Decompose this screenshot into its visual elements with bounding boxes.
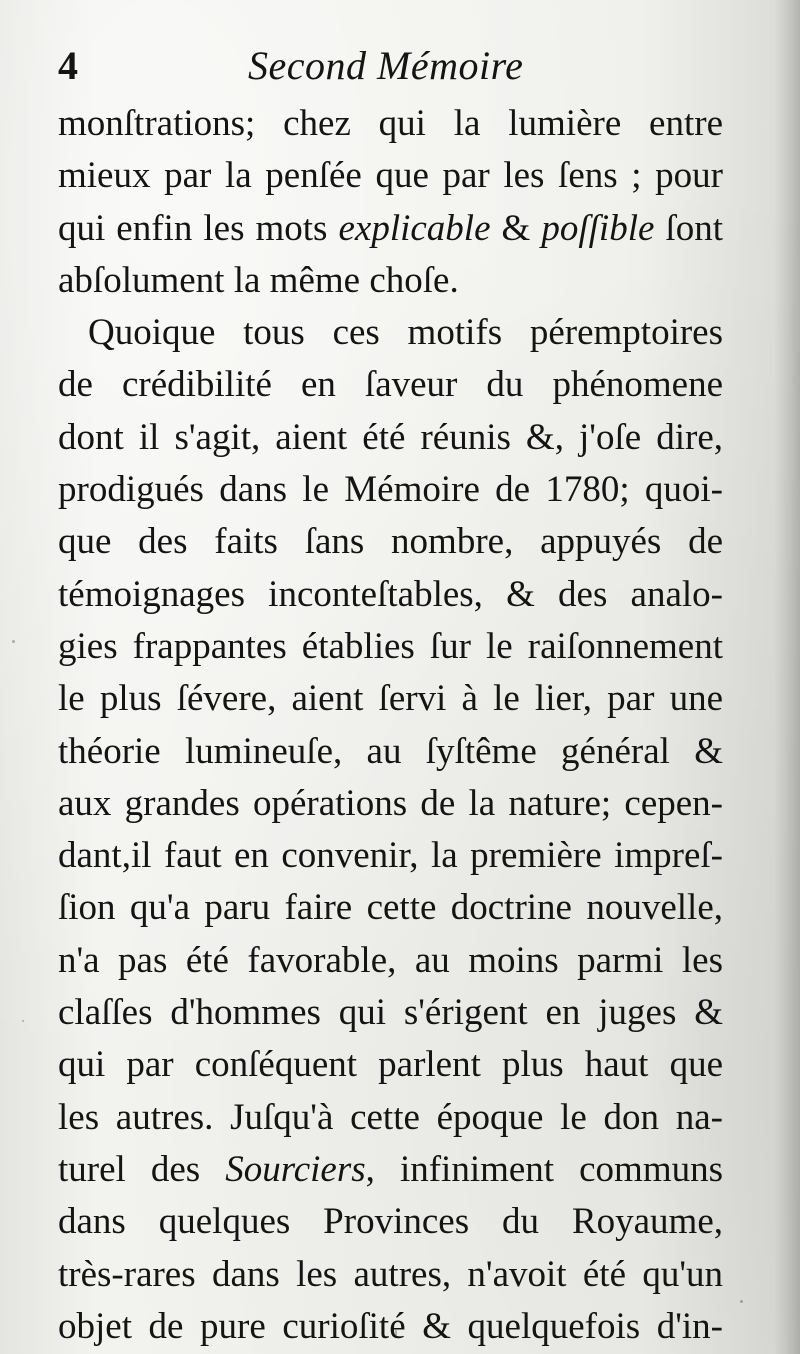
text-line: dant,il faut en convenir, la première impreſ- (58, 835, 723, 877)
text-line (58, 1144, 723, 1196)
text-line (58, 203, 723, 255)
text-line: dans quelques Provinces du Royaume, (58, 1201, 723, 1243)
page-edge-shadow (774, 0, 800, 1354)
text-line: dont il s'agit, aient été réunis &, j'oſe dire, (58, 416, 723, 458)
body-text (58, 98, 723, 1353)
text-line: objet de pure curioſité & quelquefois d'in- (58, 1305, 723, 1347)
text-line: qui par conſéquent parlent plus haut que (58, 1044, 723, 1086)
text-segment: qui enfin les mots (58, 207, 339, 249)
text-segment: ſont (654, 207, 723, 249)
text-line: claſſes d'hommes qui s'érigent en juges & (58, 992, 723, 1034)
italic-word: poſſible (541, 207, 655, 249)
ink-speck (740, 1300, 743, 1303)
running-head (58, 36, 728, 96)
page-number: 4 (58, 43, 78, 88)
text-line: gies frappantes établies ſur le raiſonnement (58, 625, 723, 667)
ink-speck (12, 640, 15, 643)
text-segment: & (490, 207, 542, 249)
text-line: théorie lumineuſe, au ſyſtême général & (58, 730, 723, 772)
text-segment: turel des (58, 1148, 226, 1190)
text-line: prodigués dans le Mémoire de 1780; quoi- (58, 469, 723, 511)
text-line: monſtrations; chez qui la lumière entre (58, 103, 723, 144)
text-line: aux grandes opérations de la nature; cepen- (58, 782, 723, 824)
italic-word: explicable (338, 207, 491, 249)
text-line: les autres. Juſqu'à cette époque le don na- (58, 1096, 723, 1138)
italic-word: Sourciers (225, 1148, 366, 1190)
ink-speck (22, 1020, 24, 1022)
text-line: Quoique tous ces motifs péremptoires (88, 312, 723, 354)
text-line: que des faits ſans nombre, appuyés de (58, 521, 723, 563)
text-line: n'a pas été favorable, au moins parmi les (58, 939, 723, 981)
text-line: abſolument la même choſe. (58, 259, 459, 301)
text-line: très-rares dans les autres, n'avoit été qu'un (58, 1253, 723, 1295)
text-line: mieux par la penſée que par les ſens ; pour (58, 155, 723, 197)
text-line: témoignages inconteſtables, & des analo- (58, 573, 723, 615)
text-line: de crédibilité en ſaveur du phénomene (58, 364, 723, 406)
text-line: le plus ſévere, aient ſervi à le lier, par une (58, 678, 723, 720)
ink-speck (395, 1330, 397, 1336)
running-title: Second Mémoire (248, 43, 524, 88)
text-line: ſion qu'a paru faire cette doctrine nouvelle, (58, 887, 723, 929)
text-segment: , infiniment communs (365, 1148, 723, 1190)
